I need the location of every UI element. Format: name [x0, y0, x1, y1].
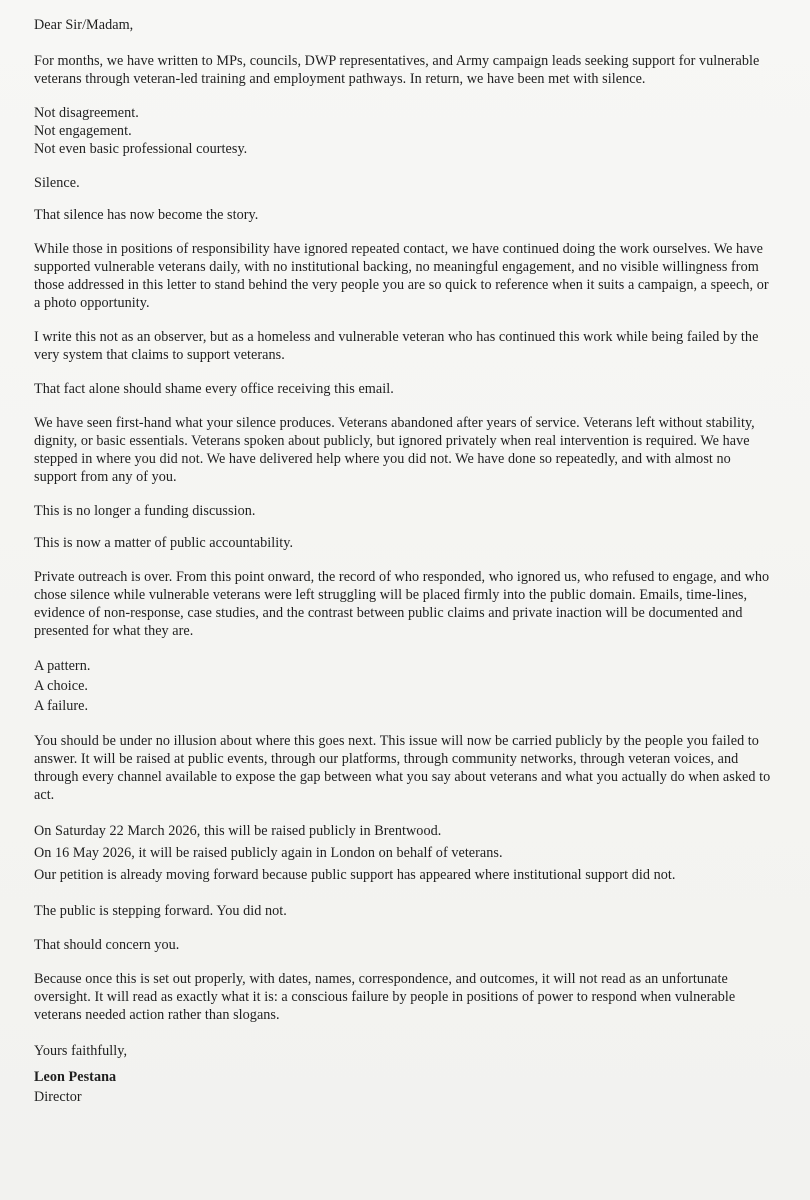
concern-line: That should concern you.	[34, 937, 180, 953]
responsibility-paragraph: While those in positions of responsibility have ignored repeated contact, we have continued doing the work ourselves. We have supported vulnerable veterans daily, with no institutional backing, no meaningful engagement, and no visible willingness from those addressed in this letter to stand behind the very people you are so quick to reference when it suits a campaign, a speech, or a photo opportunity.	[34, 241, 769, 311]
shame-line: That fact alone should shame every office receiving this email.	[34, 381, 394, 397]
closing-line: Yours faithfully,	[34, 1043, 128, 1059]
signature-title: Director	[34, 1089, 82, 1105]
petition-line: Our petition is already moving forward because public support has appeared where institutional support did not.	[34, 867, 676, 883]
pattern-line-1: A pattern.	[34, 658, 91, 674]
london-date-line: On 16 May 2026, it will be raised publicly again in London on behalf of veterans.	[34, 845, 503, 861]
opening-paragraph: For months, we have written to MPs, councils, DWP representatives, and Army campaign leads seeking support for vulnerable veterans through veteran-led training and employment pathways. In return, we have been met with silence.	[34, 53, 760, 87]
pattern-line-2: A choice.	[34, 678, 89, 694]
pattern-list	[34, 656, 774, 716]
brentwood-date-line: On Saturday 22 March 2026, this will be raised publicly in Brentwood.	[34, 823, 442, 839]
not-list-line-2: Not engagement.	[34, 123, 132, 139]
not-list-line-1: Not disagreement.	[34, 105, 139, 121]
funding-discussion-line: This is no longer a funding discussion.	[34, 503, 256, 519]
silence-story-line: That silence has now become the story.	[34, 207, 259, 223]
public-accountability-line: This is now a matter of public accountability.	[34, 535, 294, 551]
not-list-line-3: Not even basic professional courtesy.	[34, 141, 248, 157]
salutation: Dear Sir/Madam,	[34, 17, 134, 33]
private-outreach-paragraph: Private outreach is over. From this point onward, the record of who responded, who ignored us, who refused to engage, and who chose silence while vulnerable veterans were left struggling will be placed firmly into the public domain. Emails, time-lines, evidence of non-response, case studies, and the contrast between public claims and private inaction will be documented and presented for what they are.	[34, 569, 770, 639]
silence-line: Silence.	[34, 175, 80, 191]
not-list	[34, 104, 774, 158]
first-hand-paragraph: We have seen first-hand what your silence produces. Veterans abandoned after years of service. Veterans left without stability, dignity, or basic essentials. Veterans spoken about publicly, but ignored privately when real intervention is required. We have stepped in where you did not. We have delivered help where you did not. We have done so repeatedly, and with almost no support from any of you.	[34, 415, 755, 485]
closing-paragraph: Because once this is set out properly, with dates, names, correspondence, and outcomes, it will not read as an unfortunate oversight. It will read as exactly what it is: a conscious failure by people in positions of power to respond when vulnerable veterans needed action rather than slogans.	[34, 971, 736, 1023]
homeless-veteran-paragraph: I write this not as an observer, but as a homeless and vulnerable veteran who has continued this work while being failed by the very system that claims to support veterans.	[34, 329, 759, 363]
pattern-line-3: A failure.	[34, 698, 89, 714]
letter-body	[34, 16, 774, 1106]
public-stepping-forward-line: The public is stepping forward. You did not.	[34, 903, 287, 919]
signature-block	[34, 1042, 774, 1106]
signature-name: Leon Pestana	[34, 1069, 117, 1085]
illusion-paragraph	[34, 732, 774, 804]
illusion-paragraph-text: You should be under no illusion about where this goes next. This issue will now be carried publicly by the people you failed to answer. It will be raised at public events, through our platforms, through community networks, through veteran voices, and through every channel available to expose the gap between what you say about veterans and what you actually do when asked to act.	[34, 733, 771, 803]
event-dates	[34, 820, 774, 886]
